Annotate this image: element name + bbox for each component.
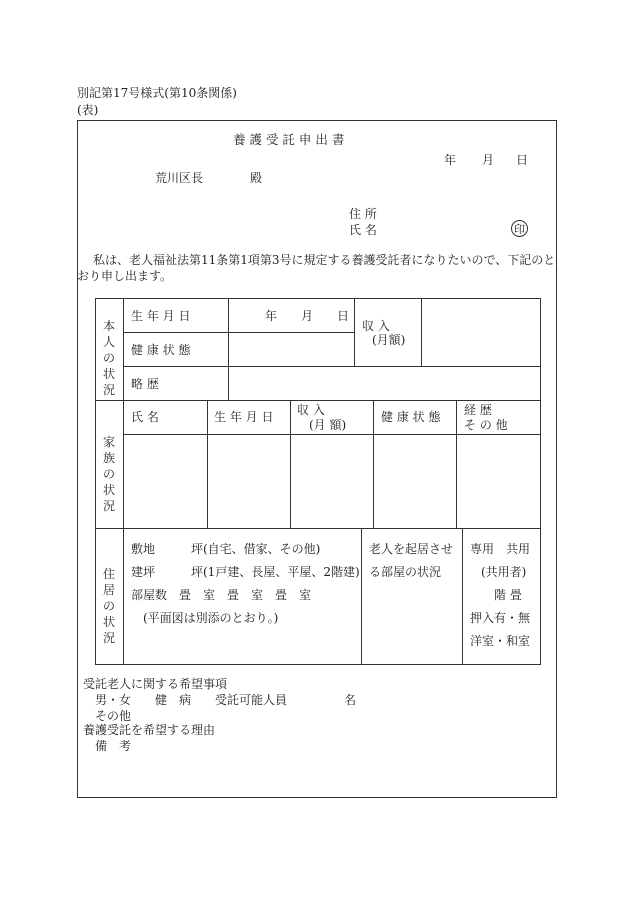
family-col-income-sub: (月 額) [309,418,347,432]
section-personal-label: 本人の状況 [102,319,115,397]
reason-label: 養護受託を希望する理由 [83,723,216,737]
usage-co-user: (共用者) [481,565,527,579]
income-label: 収 入 [362,319,390,333]
page-side-label: (表) [77,103,99,117]
section-housing-label: 住居の状況 [102,567,115,645]
seal-mark: 印 [511,220,528,237]
family-col-other: そ の 他 [464,418,508,432]
usage-floor-mats: 階 畳 [494,588,522,602]
usage-room-type: 洋室・和室 [470,634,531,648]
addressee: 荒川区長 [155,171,204,185]
birth-month: 月 [301,309,314,323]
room-label-line-1: 老人を起居させ [369,542,454,556]
wish-title: 受託老人に関する希望事項 [83,677,228,691]
family-col-health: 健 康 状 態 [381,410,441,424]
usage-closet: 押入有・無 [470,611,531,625]
family-col-name: 氏 名 [131,410,159,424]
wish-line: 男・女 健 病 受託可能人員 [95,693,288,707]
housing-building-line: 建坪 坪(1戸建、長屋、平屋、2階建) [131,565,360,579]
birth-label-cell [131,310,220,322]
housing-rooms-line: 部屋数 畳 室 畳 室 畳 室 [131,588,312,602]
housing-plan-note: (平面図は別添のとおり。) [143,611,279,625]
section-family-label: 家族の状況 [102,435,115,513]
honorific: 殿 [250,171,263,185]
income-sub-label: (月額) [372,333,406,347]
housing-site-line: 敷地 坪(自宅、借家、その他) [131,542,321,556]
usage-shared: 専用 共用 [470,542,531,556]
name-label: 氏 名 [349,223,377,237]
birth-label: 生 年 月 日 [131,309,191,323]
remarks-label: 備 考 [95,739,132,753]
career-label: 略 歴 [131,377,159,391]
statement-line-1: 私は、老人福祉法第11条第1項第3号に規定する養護受託者になりたいので、下記のと [93,253,556,267]
form-title: 養 護 受 託 申 出 書 [233,132,345,147]
birth-day: 日 [337,309,350,323]
form-number: 別記第17号様式(第10条関係) [77,86,237,100]
statement-line-2: おり申し出ます。 [77,269,173,283]
family-col-income: 収 入 [297,403,325,417]
health-label: 健 康 状 態 [131,343,191,357]
family-col-birth: 生 年 月 日 [214,410,274,424]
date-year: 年 [444,153,457,167]
wish-other: その他 [95,709,132,723]
birth-year: 年 [265,309,278,323]
date-month: 月 [482,153,495,167]
family-col-career: 経 歴 [464,403,492,417]
room-label-line-2: る部屋の状況 [369,565,442,579]
address-label: 住 所 [349,207,377,221]
date-day: 日 [516,153,529,167]
persons-unit: 名 [344,693,357,707]
